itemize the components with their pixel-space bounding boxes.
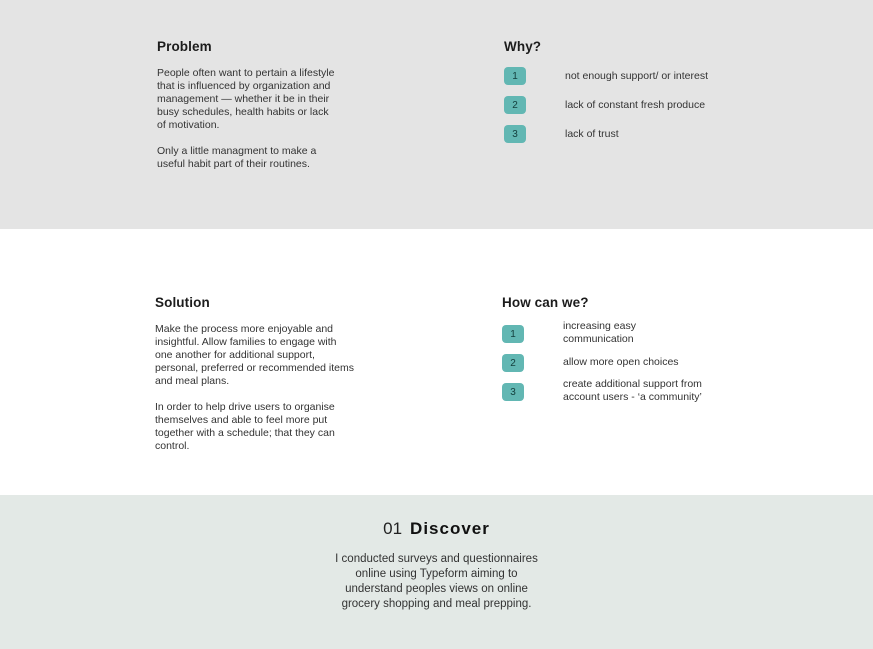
solution-column — [155, 295, 425, 453]
problem-paragraph-1: People often want to pertain a lifestyle that is influenced by organization and management — whether it be in their busy schedules, health habits or lack of motivation. — [157, 67, 335, 131]
why-item — [504, 67, 804, 85]
number-badge: 3 — [504, 125, 526, 143]
how-item-text: increasing easy communication — [563, 320, 636, 345]
why-column — [504, 39, 804, 159]
number-badge: 2 — [504, 96, 526, 114]
why-item-text: lack of constant fresh produce — [565, 98, 706, 111]
number-badge: 3 — [502, 383, 524, 401]
why-item — [504, 125, 804, 143]
discover-section — [0, 495, 873, 649]
number-badge: 2 — [502, 354, 524, 372]
number-badge: 1 — [502, 325, 524, 343]
solution-heading: Solution — [155, 295, 210, 310]
solution-section — [0, 229, 873, 495]
problem-column — [157, 39, 417, 171]
why-item-text: not enough support/ or interest — [565, 69, 709, 82]
how-column — [502, 295, 802, 415]
why-item — [504, 96, 804, 114]
how-item-text: create additional support from account users - ‘a community’ — [563, 378, 702, 403]
problem-heading: Problem — [157, 39, 212, 54]
number-badge: 1 — [504, 67, 526, 85]
why-item-text: lack of trust — [565, 127, 619, 140]
solution-paragraph-1: Make the process more enjoyable and insightful. Allow families to engage with one another for additional support, personal, preferred or recommended items and meal plans. — [155, 323, 355, 387]
discover-heading: Discover — [410, 519, 490, 538]
discover-number: 01 — [383, 519, 403, 538]
why-heading: Why? — [504, 39, 542, 54]
discover-title — [0, 519, 873, 539]
problem-section — [0, 0, 873, 229]
problem-paragraph-2: Only a little managment to make a useful habit part of their routines. — [157, 145, 317, 170]
how-item — [502, 378, 802, 403]
solution-paragraph-2: In order to help drive users to organise themselves and able to feel more put together with a schedule; that they can control. — [155, 401, 335, 452]
how-item — [502, 320, 802, 345]
how-heading: How can we? — [502, 295, 589, 310]
discover-description: I conducted surveys and questionnaires online using Typeform aiming to understand peoples views on online grocery shopping and meal prepping. — [335, 553, 538, 610]
how-item-text: allow more open choices — [563, 356, 679, 368]
how-item — [502, 354, 802, 372]
